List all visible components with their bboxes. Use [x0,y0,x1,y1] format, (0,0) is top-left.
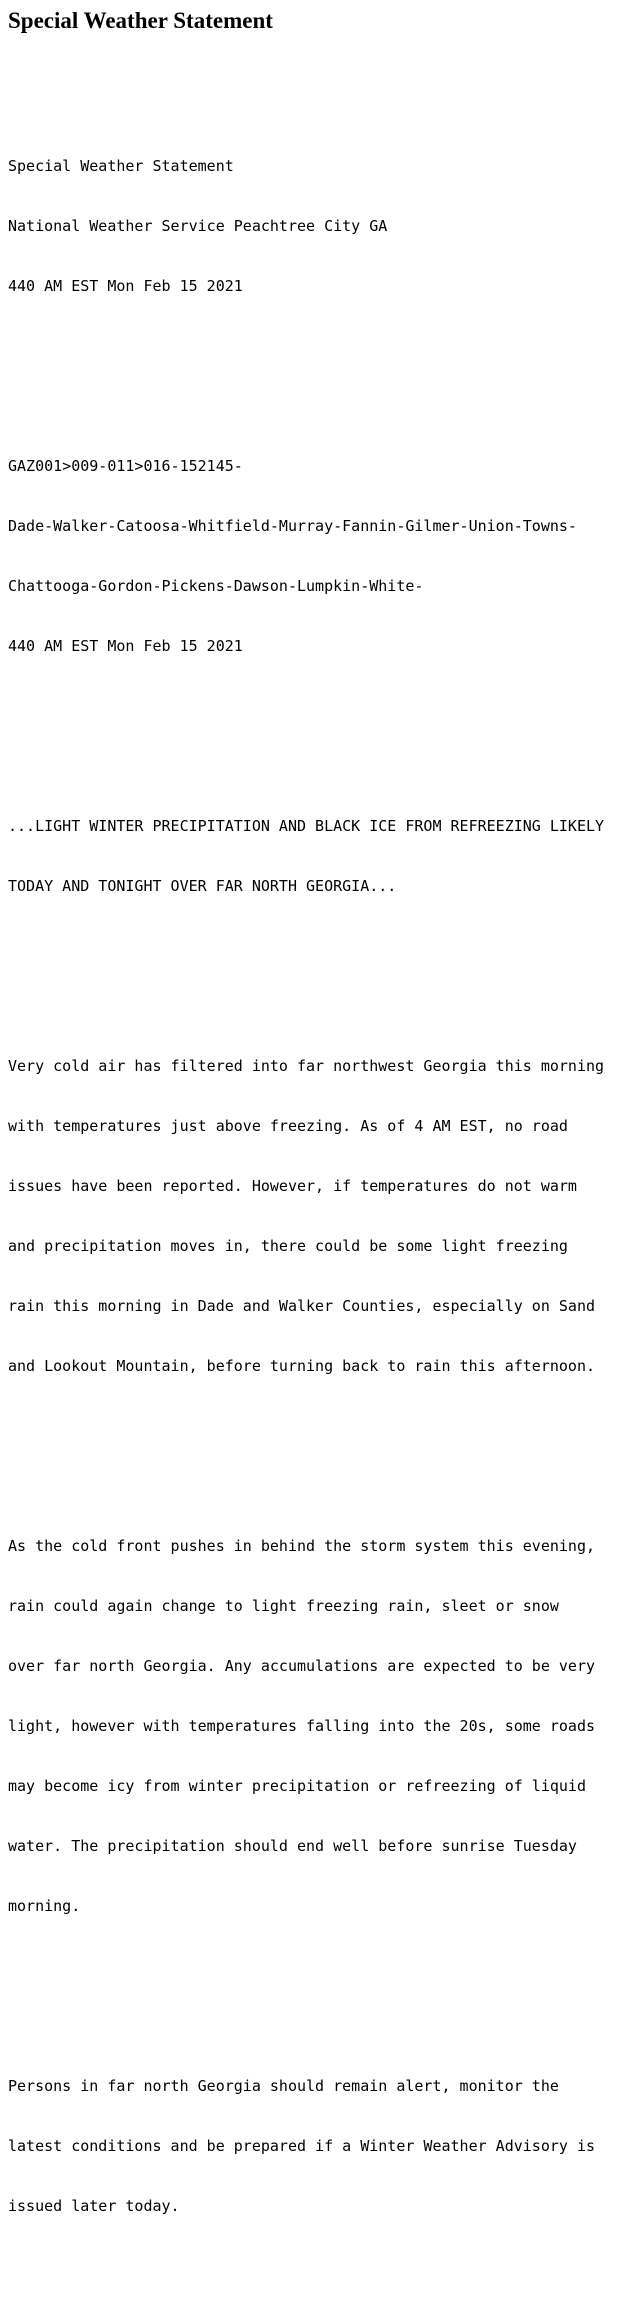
paragraph-3-line-3: issued later today. [8,2197,180,2215]
paragraph-3-line-1: Persons in far north Georgia should remain alert, monitor the [8,2077,559,2095]
paragraph-2-line-5: may become icy from winter precipitation or refreezing of liquid [8,1777,586,1795]
issuing-office-line: National Weather Service Peachtree City GA [8,217,388,235]
county-list-line-2: Chattooga-Gordon-Pickens-Dawson-Lumpkin-White- [8,577,424,595]
ugc-block [8,416,617,696]
paragraph-2-line-1: As the cold front pushes in behind the storm system this evening, [8,1537,595,1555]
paragraph-1-line-5: rain this morning in Dade and Walker Counties, especially on Sand [8,1297,595,1315]
paragraph-3-line-2: latest conditions and be prepared if a Winter Weather Advisory is [8,2137,595,2155]
product-header-block [8,116,617,336]
paragraph-2-line-6: water. The precipitation should end well before sunrise Tuesday [8,1837,577,1855]
page-title: Special Weather Statement [8,8,273,33]
product-text [8,56,617,2316]
headline-line-2: TODAY AND TONIGHT OVER FAR NORTH GEORGIA... [8,877,397,895]
paragraph-2-line-4: light, however with temperatures falling into the 20s, some roads [8,1717,595,1735]
product-type-line: Special Weather Statement [8,157,234,175]
ugc-timestamp-line: 440 AM EST Mon Feb 15 2021 [8,637,243,655]
county-list-line-1: Dade-Walker-Catoosa-Whitfield-Murray-Fannin-Gilmer-Union-Towns- [8,517,577,535]
paragraph-1-line-6: and Lookout Mountain, before turning back to rain this afternoon. [8,1357,595,1375]
paragraph-1-line-3: issues have been reported. However, if temperatures do not warm [8,1177,577,1195]
paragraph-1-line-2: with temperatures just above freezing. As of 4 AM EST, no road [8,1117,568,1135]
paragraph-1-line-1: Very cold air has filtered into far northwest Georgia this morning [8,1057,605,1075]
headline-block [8,776,617,936]
zone-codes-line: GAZ001>009-011>016-152145- [8,457,243,475]
issue-time-line: 440 AM EST Mon Feb 15 2021 [8,277,243,295]
paragraph-1-line-4: and precipitation moves in, there could be some light freezing [8,1237,568,1255]
paragraph-2-line-3: over far north Georgia. Any accumulations are expected to be very [8,1657,595,1675]
headline-line-1: ...LIGHT WINTER PRECIPITATION AND BLACK ICE FROM REFREEZING LIKELY [8,817,605,835]
paragraph-2-line-7: morning. [8,1897,81,1915]
body-paragraph-1 [8,1016,617,1416]
body-paragraph-3 [8,2036,617,2256]
body-paragraph-2 [8,1496,617,1956]
paragraph-2-line-2: rain could again change to light freezing rain, sleet or snow [8,1597,559,1615]
